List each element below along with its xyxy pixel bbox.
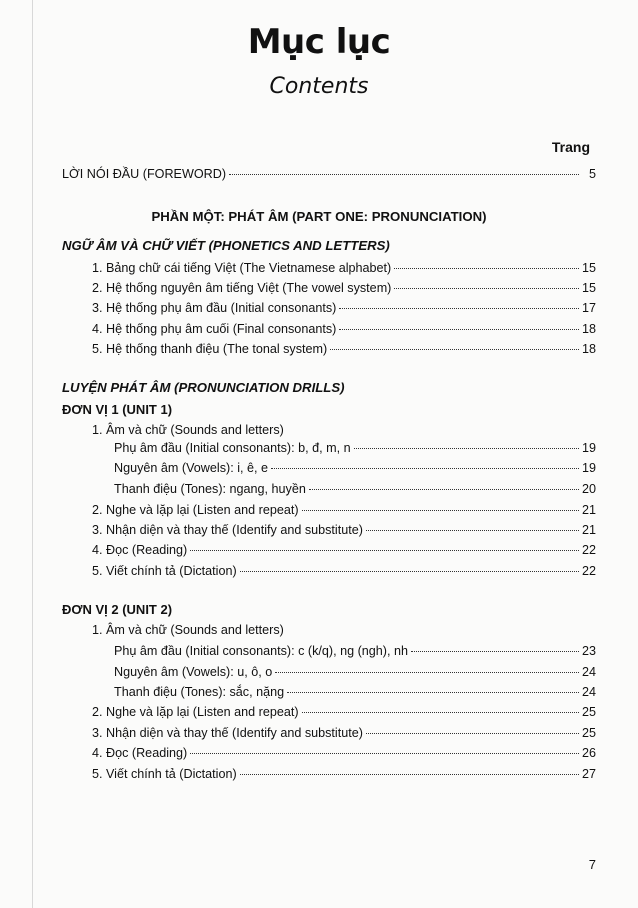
- entry-page: 23: [581, 644, 596, 658]
- toc-entry[interactable]: [92, 767, 596, 781]
- leader-dots: [411, 650, 579, 652]
- section-phonetics-heading: NGỮ ÂM VÀ CHỮ VIẾT (PHONETICS AND LETTERS): [62, 238, 390, 253]
- leader-dots: [275, 671, 579, 673]
- entry-page: 17: [581, 301, 596, 315]
- entry-label: 4. Hệ thống phụ âm cuối (Final consonants): [92, 322, 337, 336]
- unit-1-heading: ĐƠN VỊ 1 (UNIT 1): [62, 402, 173, 417]
- entry-label: 2. Nghe và lặp lại (Listen and repeat): [92, 503, 299, 517]
- toc-entry[interactable]: [114, 441, 596, 455]
- entry-page: 19: [581, 441, 596, 455]
- entry-label: LỜI NÓI ĐẦU (FOREWORD): [62, 167, 227, 181]
- page-title: Mục lục: [247, 22, 391, 62]
- toc-entry[interactable]: [92, 261, 596, 275]
- entry-label: 5. Viết chính tả (Dictation): [92, 564, 237, 578]
- section-drills-heading: LUYỆN PHÁT ÂM (PRONUNCIATION DRILLS): [62, 380, 345, 395]
- entry-label: 5. Viết chính tả (Dictation): [92, 767, 237, 781]
- entry-label: 4. Đọc (Reading): [92, 746, 188, 760]
- entry-page: 22: [581, 543, 596, 557]
- toc-entry[interactable]: [114, 665, 596, 679]
- toc-entry[interactable]: [92, 503, 596, 517]
- entry-label: Phụ âm đầu (Initial consonants): c (k/q), ng (ngh), nh: [114, 644, 409, 658]
- toc-entry[interactable]: [114, 482, 596, 496]
- entry-page: 19: [581, 461, 596, 475]
- page-column-label: Trang: [551, 139, 590, 155]
- entry-page: 25: [581, 705, 596, 719]
- toc-entry[interactable]: [114, 685, 596, 699]
- page-number: 7: [588, 857, 596, 872]
- entry-page: 21: [581, 503, 596, 517]
- entry-page: 27: [581, 767, 596, 781]
- toc-entry[interactable]: [92, 705, 596, 719]
- entry-label: 3. Nhận diện và thay thế (Identify and substitute): [92, 726, 363, 740]
- toc-entry[interactable]: [92, 746, 596, 760]
- toc-entry[interactable]: [92, 342, 596, 356]
- leader-dots: [394, 267, 579, 269]
- entry-page: 18: [581, 322, 596, 336]
- unit-2-heading: ĐƠN VỊ 2 (UNIT 2): [62, 602, 173, 617]
- toc-entry[interactable]: [92, 281, 596, 295]
- entry-page: 25: [581, 726, 596, 740]
- toc-entry[interactable]: [92, 301, 596, 315]
- entry-page: 20: [581, 482, 596, 496]
- toc-entry[interactable]: [92, 726, 596, 740]
- leader-dots: [366, 732, 579, 734]
- entry-label: Phụ âm đầu (Initial consonants): b, đ, m, n: [114, 441, 351, 455]
- leader-dots: [190, 549, 579, 551]
- leader-dots: [339, 328, 579, 330]
- entry-label: 1. Bảng chữ cái tiếng Việt (The Vietnamese alphabet): [92, 261, 392, 275]
- leader-dots: [366, 529, 579, 531]
- entry-page: 5: [588, 167, 596, 181]
- entry-page: 26: [581, 746, 596, 760]
- leader-dots: [394, 287, 579, 289]
- entry-label: 2. Hệ thống nguyên âm tiếng Việt (The vowel system): [92, 281, 392, 295]
- leader-dots: [240, 773, 579, 775]
- leader-dots: [354, 447, 579, 449]
- entry-label: Nguyên âm (Vowels): u, ô, o: [114, 665, 273, 679]
- unit-2-sounds-heading: 1. Âm và chữ (Sounds and letters): [92, 623, 284, 637]
- entry-label: 2. Nghe và lặp lại (Listen and repeat): [92, 705, 299, 719]
- leader-dots: [271, 467, 579, 469]
- margin-line: [32, 0, 33, 908]
- toc-entry[interactable]: [114, 644, 596, 658]
- entry-label: 5. Hệ thống thanh điệu (The tonal system): [92, 342, 328, 356]
- entry-label: 4. Đọc (Reading): [92, 543, 188, 557]
- leader-dots: [240, 570, 579, 572]
- part-one-heading: PHẦN MỘT: PHÁT ÂM (PART ONE: PRONUNCIATION): [151, 209, 487, 224]
- leader-dots: [330, 348, 579, 350]
- toc-entry[interactable]: [92, 322, 596, 336]
- toc-entry[interactable]: [92, 543, 596, 557]
- entry-page: 15: [581, 261, 596, 275]
- entry-page: 24: [581, 685, 596, 699]
- entry-page: 21: [581, 523, 596, 537]
- unit-1-sounds-heading: 1. Âm và chữ (Sounds and letters): [92, 423, 284, 437]
- entry-label: Thanh điệu (Tones): sắc, nặng: [114, 685, 285, 699]
- leader-dots: [302, 711, 579, 713]
- leader-dots: [302, 509, 579, 511]
- entry-label: Nguyên âm (Vowels): i, ê, e: [114, 461, 268, 475]
- entry-page: 24: [581, 665, 596, 679]
- leader-dots: [339, 307, 579, 309]
- leader-dots: [229, 173, 579, 175]
- toc-entry-foreword[interactable]: [62, 167, 596, 181]
- leader-dots: [287, 691, 579, 693]
- leader-dots: [190, 752, 579, 754]
- entry-label: 3. Nhận diện và thay thế (Identify and substitute): [92, 523, 363, 537]
- entry-label: Thanh điệu (Tones): ngang, huyền: [114, 482, 306, 496]
- entry-page: 15: [581, 281, 596, 295]
- toc-entry[interactable]: [114, 461, 596, 475]
- entry-page: 18: [581, 342, 596, 356]
- leader-dots: [309, 488, 579, 490]
- toc-entry[interactable]: [92, 523, 596, 537]
- entry-page: 22: [581, 564, 596, 578]
- page-subtitle: Contents: [269, 74, 369, 99]
- toc-entry[interactable]: [92, 564, 596, 578]
- entry-label: 3. Hệ thống phụ âm đầu (Initial consonants): [92, 301, 337, 315]
